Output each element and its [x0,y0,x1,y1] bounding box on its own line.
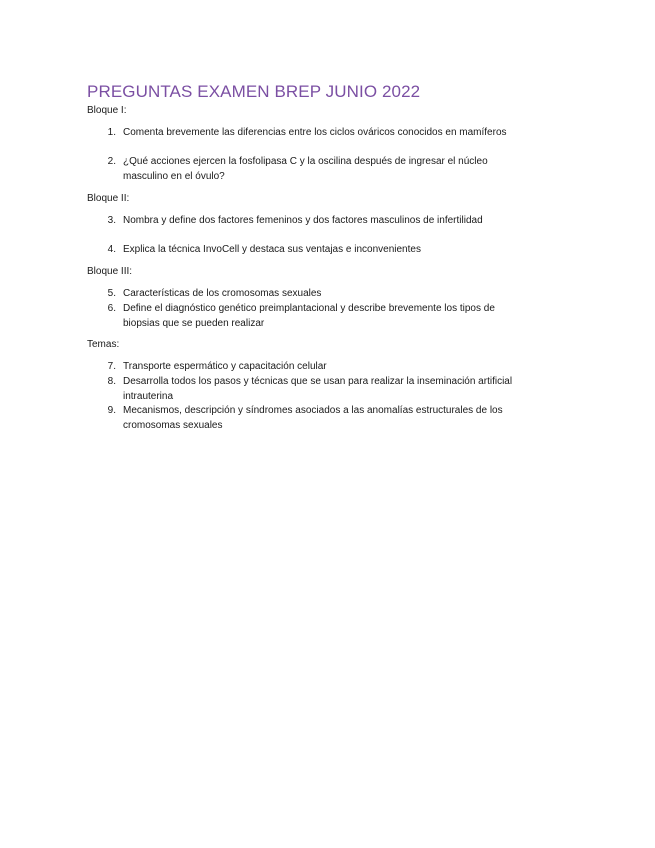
question-text: Explica la técnica InvoCell y destaca sus ventajas e inconvenientes [123,244,421,255]
question-item-8 [104,375,524,404]
section-heading-temas: Temas: [87,339,120,350]
question-number: 8. [107,376,116,387]
question-item-9 [104,404,524,433]
question-text: Mecanismos, descripción y síndromes asociados a las anomalías estructurales de los cromosomas sexuales [123,405,503,431]
section-heading-bloque-1: Bloque I: [87,105,127,116]
question-number: 2. [107,156,116,167]
question-item-2 [104,155,524,184]
question-number: 5. [107,288,116,299]
question-item-6 [104,302,524,331]
question-text: Comenta brevemente las diferencias entre los ciclos ováricos conocidos en mamíferos [123,127,507,138]
question-text: Características de los cromosomas sexuales [123,288,322,299]
question-number: 1. [107,127,116,138]
question-number: 7. [107,361,116,372]
section-heading-bloque-3: Bloque III: [87,266,133,277]
question-number: 3. [107,215,116,226]
question-text: ¿Qué acciones ejercen la fosfolipasa C y la oscilina después de ingresar el núcleo masculino en el óvulo? [123,156,488,182]
question-item-5 [104,287,524,302]
question-item-7 [104,360,524,375]
question-text: Desarrolla todos los pasos y técnicas que se usan para realizar la inseminación artificial intrauterina [123,376,513,402]
question-item-1 [104,126,524,141]
question-number: 6. [107,303,116,314]
document-title: PREGUNTAS EXAMEN BREP JUNIO 2022 [87,82,421,101]
question-text: Define el diagnóstico genético preimplantacional y describe brevemente los tipos de biopsias que se pueden realizar [123,303,495,329]
question-number: 9. [107,405,116,416]
question-item-3 [104,214,524,229]
question-item-4 [104,243,524,258]
question-text: Transporte espermático y capacitación celular [123,361,327,372]
question-number: 4. [107,244,116,255]
question-text: Nombra y define dos factores femeninos y dos factores masculinos de infertilidad [123,215,483,226]
section-heading-bloque-2: Bloque II: [87,193,130,204]
